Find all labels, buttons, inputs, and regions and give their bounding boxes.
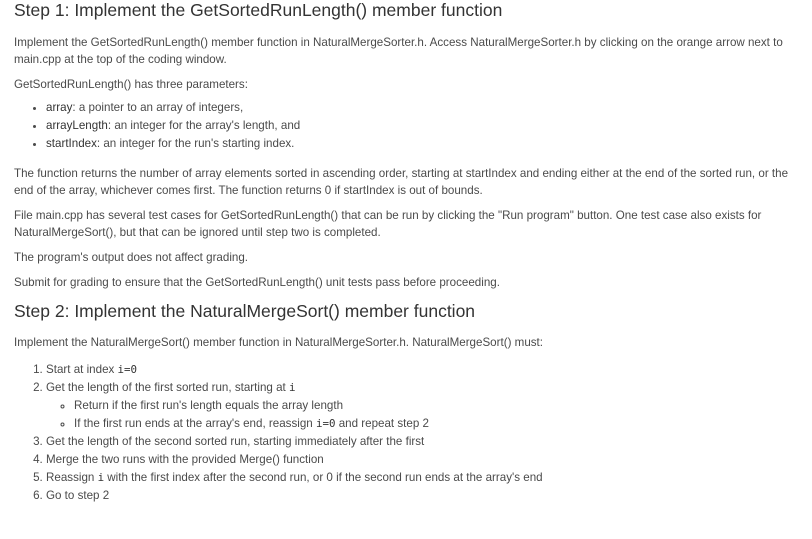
step1-paragraph-1: Implement the GetSortedRunLength() member function in NaturalMergeSorter.h. Access NaturalMergeSorter.h by clicking on the orange arrow next to main.cpp at the top of the coding window. — [14, 36, 783, 66]
steps-list — [14, 361, 798, 505]
param-desc: : an integer for the array's length, and — [107, 119, 301, 132]
param-item-arraylength — [46, 117, 798, 135]
step-text: Get the length of the first sorted run, starting at — [46, 381, 289, 394]
step1-heading: Step 1: Implement the GetSortedRunLength() member function — [14, 0, 503, 20]
step-text: Go to step 2 — [46, 489, 110, 502]
step-text: with the first index after the second run, or 0 if the second run ends at the array's end — [104, 471, 543, 484]
param-name: arrayLength — [46, 119, 108, 132]
substep-text: and repeat step 2 — [335, 417, 429, 430]
param-desc: : a pointer to an array of integers, — [72, 101, 244, 114]
step-item-3 — [46, 433, 798, 451]
step-item-2 — [46, 379, 798, 433]
step1-params-intro: GetSortedRunLength() has three parameters: — [14, 78, 248, 91]
step-code: i=0 — [117, 363, 138, 376]
step-item-5 — [46, 469, 798, 487]
param-item-startindex — [46, 135, 798, 153]
step1-paragraph-3: File main.cpp has several test cases for GetSortedRunLength() that can be run by clicking the "Run program" button. One test case also exists for NaturalMergeSort(), but that can be ignored until step two is completed. — [14, 209, 762, 239]
params-list — [14, 99, 798, 153]
substep-text: If the first run ends at the array's end, reassign — [74, 417, 316, 430]
param-name: array — [46, 101, 73, 114]
substep-item-reassign — [74, 415, 798, 433]
substeps-list — [46, 397, 798, 433]
step2-heading: Step 2: Implement the NaturalMergeSort() member function — [14, 301, 476, 321]
step1-paragraph-5: Submit for grading to ensure that the GetSortedRunLength() unit tests pass before proceeding. — [14, 276, 500, 289]
step1-paragraph-4: The program's output does not affect grading. — [14, 251, 249, 264]
param-name: startIndex — [46, 137, 97, 150]
step-item-6 — [46, 487, 798, 505]
step-code: i — [288, 381, 296, 394]
step2-intro: Implement the NaturalMergeSort() member function in NaturalMergeSorter.h. NaturalMergeSort() must: — [14, 336, 544, 349]
step-code: i — [97, 471, 105, 484]
step-text: Reassign — [46, 471, 98, 484]
step1-paragraph-2: The function returns the number of array elements sorted in ascending order, starting at startIndex and ending either at the end of the sorted run, or the end of the array, whichever comes first. The function returns 0 if startIndex is out of bounds. — [14, 167, 789, 197]
substep-item-return — [74, 397, 798, 415]
step-item-4 — [46, 451, 798, 469]
param-item-array — [46, 99, 798, 117]
step-text: Merge the two runs with the provided Merge() function — [46, 453, 324, 466]
step-text: Get the length of the second sorted run, starting immediately after the first — [46, 435, 425, 448]
step-text: Start at index — [46, 363, 118, 376]
param-desc: : an integer for the run's starting index. — [96, 137, 295, 150]
substep-text: Return if the first run's length equals the array length — [74, 399, 344, 412]
substep-code: i=0 — [315, 417, 336, 430]
step-item-1 — [46, 361, 798, 379]
